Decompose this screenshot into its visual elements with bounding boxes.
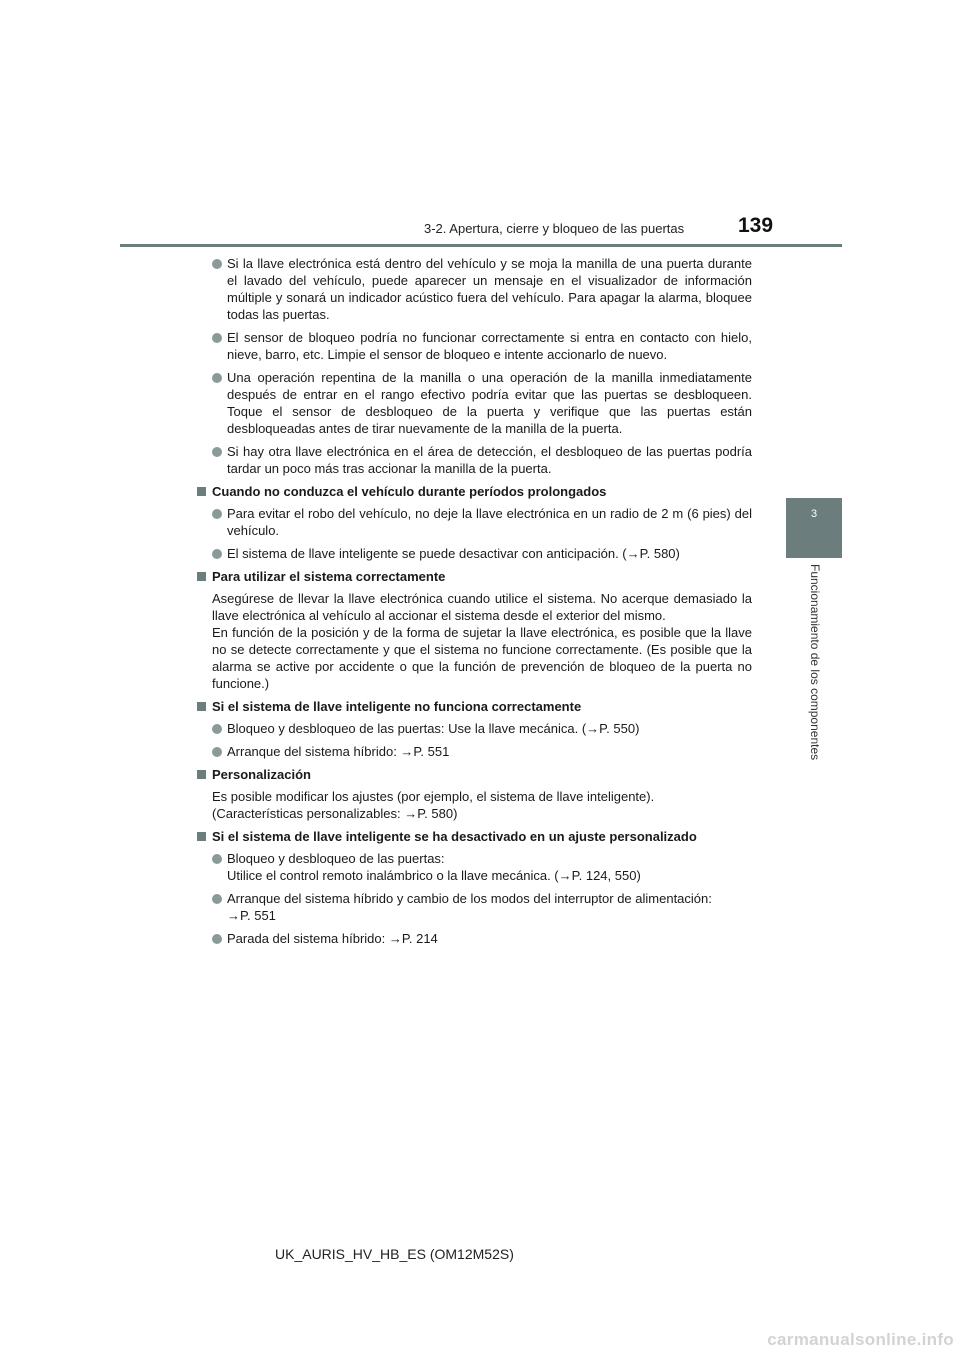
list-item-text: →P. 551	[227, 908, 276, 923]
chapter-number: 3	[810, 508, 818, 520]
paragraph-text: (Características personalizables: →P. 580)	[212, 806, 458, 821]
paragraph	[212, 788, 752, 822]
bullet-icon	[212, 259, 222, 269]
list-item-text: Arranque del sistema híbrido: →P. 551	[227, 744, 450, 759]
paragraph-text: En función de la posición y de la forma de sujetar la llave electrónica, es posible que la llave no se detecte correctamente y que el sistema no funcione correctamente. (Es posible que la alarma se active por accidente o que la función de prevención de bloqueo de la puerta no funcione.)	[212, 625, 752, 691]
bullet-icon	[212, 333, 222, 343]
list-item	[212, 743, 752, 760]
square-bullet-icon	[197, 770, 206, 779]
list-item-text: Bloqueo y desbloqueo de las puertas: Use la llave mecánica. (→P. 550)	[227, 721, 640, 736]
section-heading-text: Si el sistema de llave inteligente no funciona correctamente	[212, 699, 582, 714]
paragraph-text: Asegúrese de llevar la llave electrónica cuando utilice el sistema. No acerque demasiado la llave electrónica al vehículo al accionar el sistema desde el exterior del mismo.	[212, 591, 752, 623]
section-heading	[197, 766, 752, 783]
list-item-text: El sistema de llave inteligente se puede desactivar con anticipación. (→P. 580)	[227, 546, 680, 561]
section-heading-text: Cuando no conduzca el vehículo durante períodos prolongados	[212, 484, 607, 499]
section-heading-text: Para utilizar el sistema correctamente	[212, 569, 446, 584]
list-item-text: El sensor de bloqueo podría no funcionar correctamente si entra en contacto con hielo, nieve, barro, etc. Limpie el sensor de bloqueo e intente accionarlo de nuevo.	[227, 330, 752, 362]
list-item-text: Bloqueo y desbloqueo de las puertas:	[227, 851, 445, 866]
bullet-icon	[212, 747, 222, 757]
page-number: 139	[738, 214, 774, 237]
list-item-text: Si hay otra llave electrónica en el área de detección, el desbloqueo de las puertas podría tardar un poco más tras accionar la manilla de la puerta.	[227, 444, 752, 476]
page-content	[212, 250, 752, 953]
header-divider	[120, 244, 842, 247]
section-heading-text: Personalización	[212, 767, 311, 782]
section-heading	[197, 483, 752, 500]
paragraph	[212, 590, 752, 692]
chapter-tab[interactable]	[786, 498, 842, 558]
list-item	[212, 930, 752, 947]
paragraph-text: Es posible modificar los ajustes (por ejemplo, el sistema de llave inteligente).	[212, 789, 655, 804]
section-heading	[197, 828, 752, 845]
list-item-text: Si la llave electrónica está dentro del vehículo y se moja la manilla de una puerta durante el lavado del vehículo, puede aparecer un mensaje en el visualizador de información múltiple y sonará un indicador acústico fuera del vehículo. Para apagar la alarma, bloquee todas las puertas.	[227, 256, 752, 322]
list-item	[212, 720, 752, 737]
list-item-text: Una operación repentina de la manilla o una operación de la manilla inmediatamente después de entrar en el rango efectivo podría evitar que las puertas se desbloqueen. Toque el sensor de desbloqueo de la puerta y verifique que las puertas están desbloqueadas antes de tirar nuevamente de la manilla de la puerta.	[227, 370, 752, 436]
square-bullet-icon	[197, 572, 206, 581]
section-heading	[197, 568, 752, 585]
list-item-text: Parada del sistema híbrido: →P. 214	[227, 931, 438, 946]
chapter-label: Funcionamiento de los componentes	[808, 564, 822, 761]
bullet-icon	[212, 373, 222, 383]
bullet-icon	[212, 549, 222, 559]
document-code: UK_AURIS_HV_HB_ES (OM12M52S)	[275, 1246, 514, 1262]
square-bullet-icon	[197, 487, 206, 496]
bullet-icon	[212, 724, 222, 734]
bullet-icon	[212, 854, 222, 864]
section-heading-text: Si el sistema de llave inteligente se ha desactivado en un ajuste personalizado	[212, 829, 697, 844]
square-bullet-icon	[197, 702, 206, 711]
section-heading	[197, 698, 752, 715]
list-item	[212, 329, 752, 363]
list-item	[212, 443, 752, 477]
list-item	[212, 890, 752, 924]
list-item-text: Arranque del sistema híbrido y cambio de los modos del interruptor de alimentación:	[227, 891, 712, 906]
list-item-text: Para evitar el robo del vehículo, no deje la llave electrónica en un radio de 2 m (6 pies) del vehículo.	[227, 506, 752, 538]
list-item	[212, 850, 752, 884]
watermark: carmanualsonline.info	[767, 1330, 954, 1349]
list-item-text: Utilice el control remoto inalámbrico o la llave mecánica. (→P. 124, 550)	[227, 868, 641, 883]
list-item	[212, 369, 752, 437]
list-item	[212, 255, 752, 323]
bullet-icon	[212, 447, 222, 457]
list-item	[212, 505, 752, 539]
square-bullet-icon	[197, 832, 206, 841]
bullet-icon	[212, 934, 222, 944]
bullet-icon	[212, 894, 222, 904]
list-item	[212, 545, 752, 562]
bullet-icon	[212, 509, 222, 519]
section-title: 3-2. Apertura, cierre y bloqueo de las puertas	[424, 221, 685, 236]
